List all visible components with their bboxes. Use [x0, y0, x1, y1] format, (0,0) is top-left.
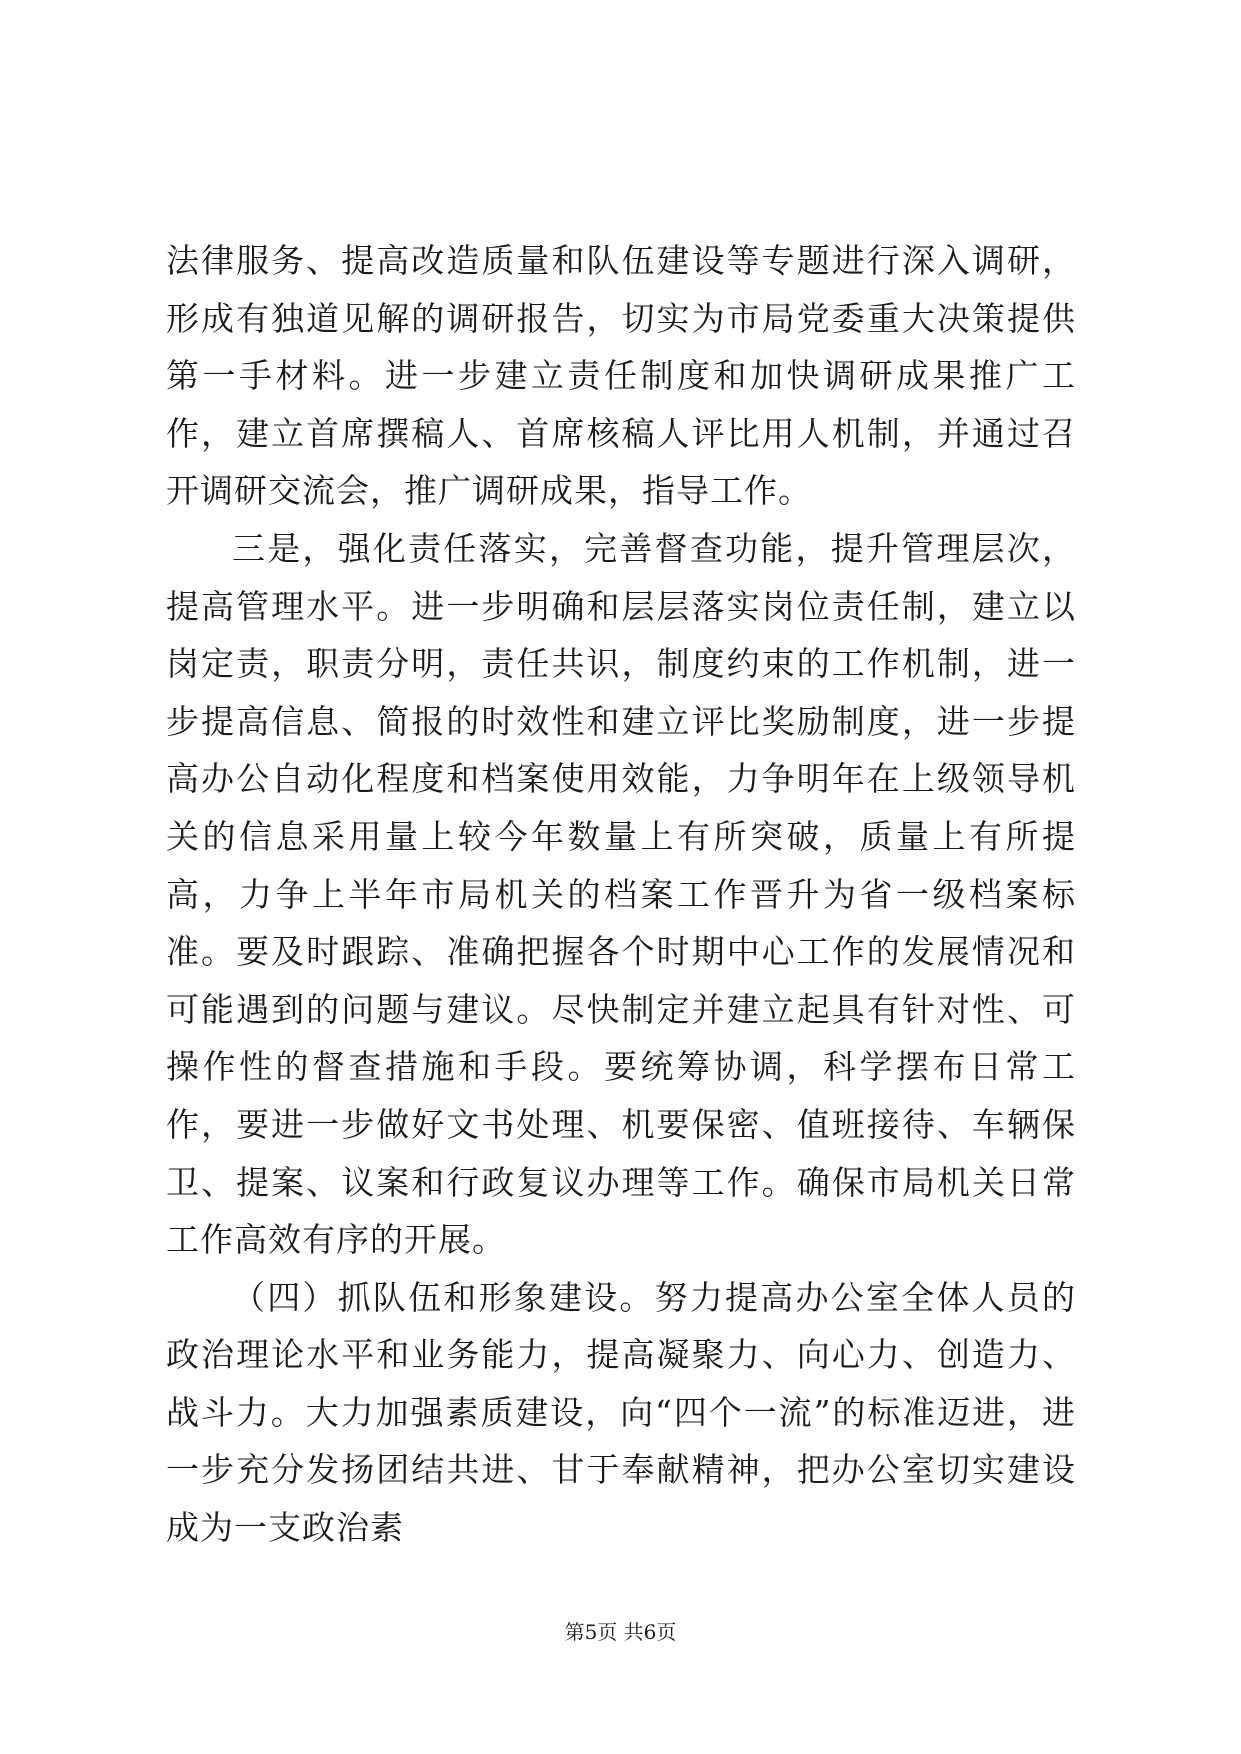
page-footer — [0, 1618, 1241, 1646]
document-body — [166, 232, 1076, 1557]
paragraph-responsibility: 三是，强化责任落实，完善督查功能，提升管理层次，提高管理水平。进一步明确和层层落实岗位责任制，建立以岗定责，职责分明，责任共识，制度约束的工作机制，进一步提高信息、简报的时效性和建立评比奖励制度，进一步提高办公自动化程度和档案使用效能，力争明年在上级领导机关的信息采用量上较今年数量上有所突破，质量上有所提高，力争上半年市局机关的档案工作晋升为省一级档案标准。要及时跟踪、准确把握各个时期中心工作的发展情况和可能遇到的问题与建议。尽快制定并建立起具有针对性、可操作性的督查措施和手段。要统筹协调，科学摆布日常工作，要进一步做好文书处理、机要保密、值班接待、车辆保卫、提案、议案和行政复议办理等工作。确保市局机关日常工作高效有序的开展。 — [166, 528, 1076, 1260]
page-number-indicator: 第5页 共6页 — [564, 1620, 677, 1644]
paragraph-team-building: （四）抓队伍和形象建设。努力提高办公室全体人员的政治理论水平和业务能力，提高凝聚力、向心力、创造力、战斗力。大力加强素质建设，向“四个一流”的标准迈进，进一步充分发扬团结共进、甘于奉献精神，把办公室切实建设成为一支政治素 — [166, 1277, 1076, 1548]
paragraph-continuation: 法律服务、提高改造质量和队伍建设等专题进行深入调研，形成有独道见解的调研报告，切实为市局党委重大决策提供第一手材料。进一步建立责任制度和加快调研成果推广工作，建立首席撰稿人、首席核稿人评比用人机制，并通过召开调研交流会，推广调研成果，指导工作。 — [166, 241, 1076, 511]
